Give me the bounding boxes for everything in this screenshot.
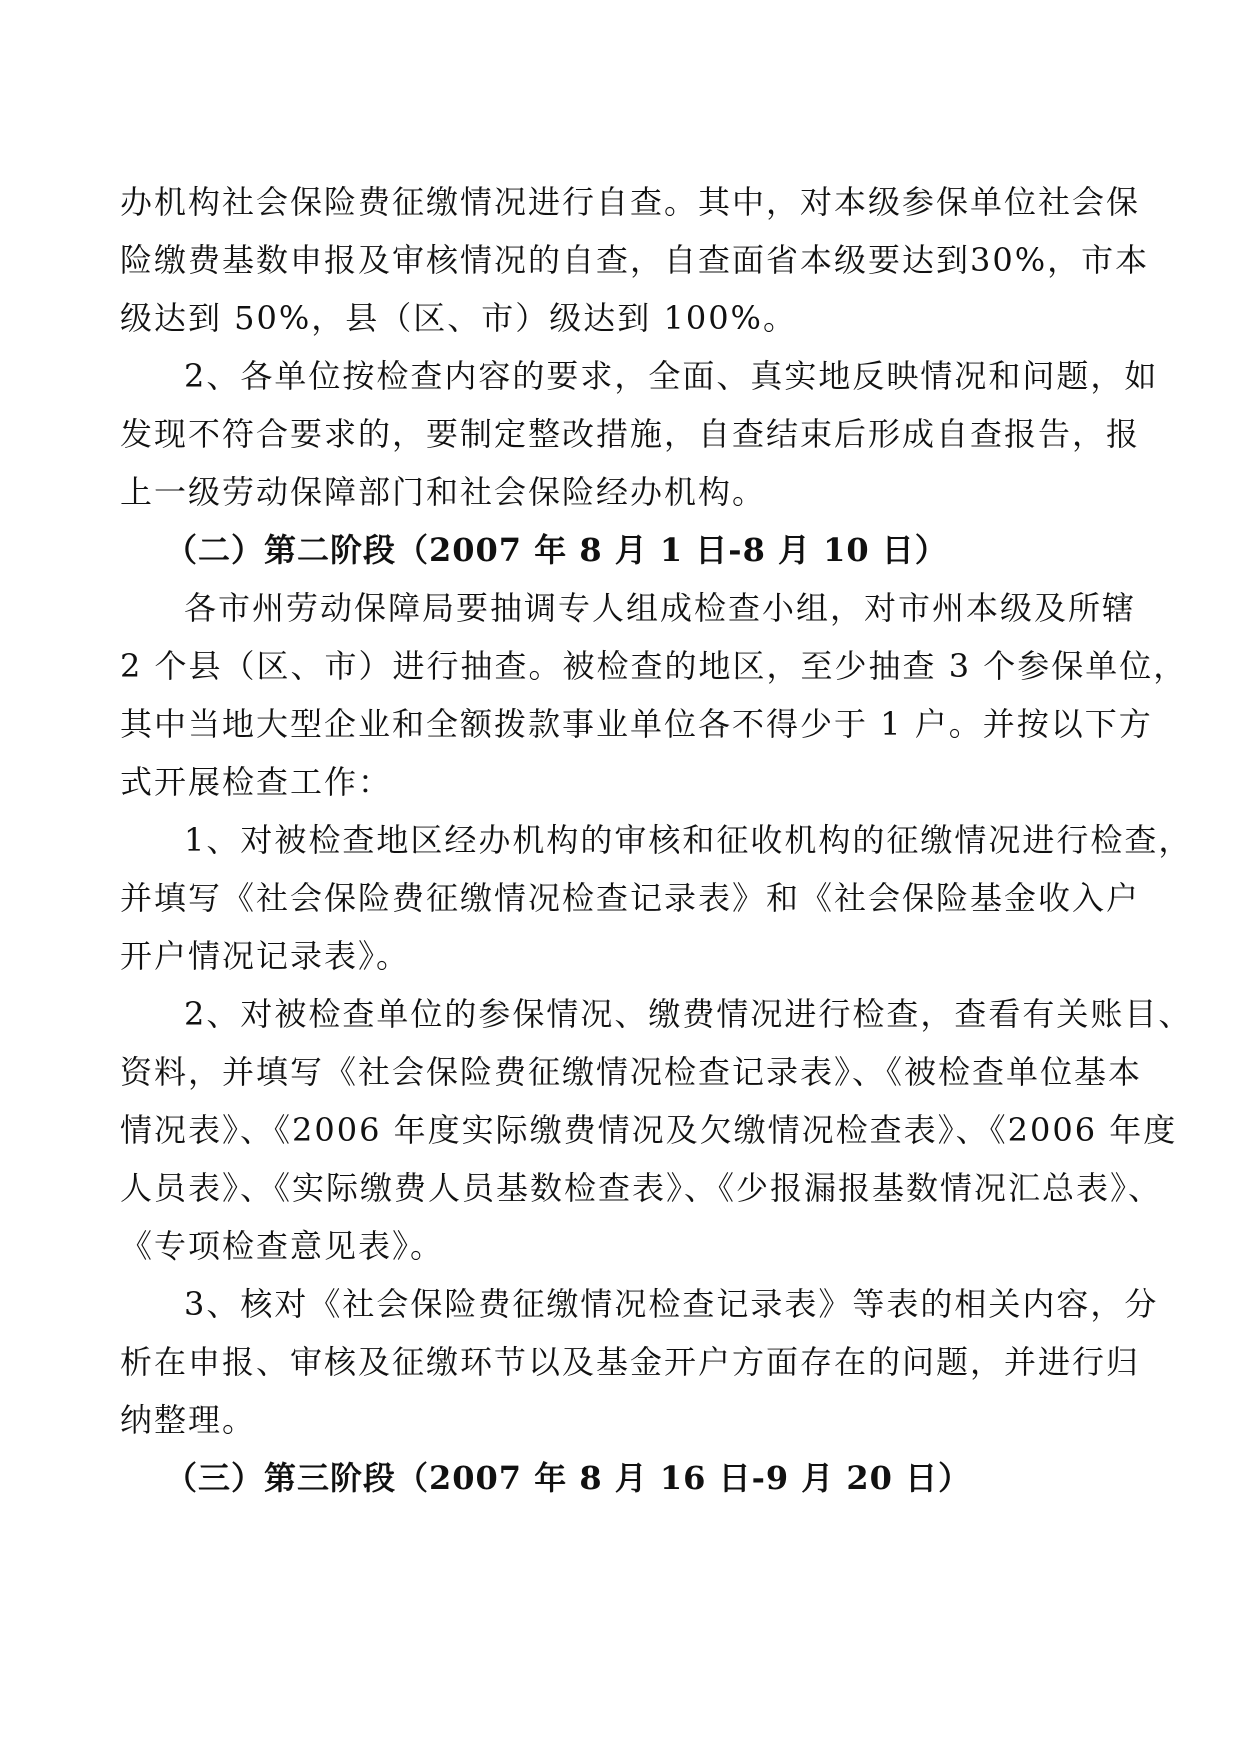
text-line: 式开展检查工作： — [120, 763, 393, 801]
text-line: 险缴费基数申报及审核情况的自查，自查面省本级要达到30%，市本 — [120, 241, 1150, 279]
text-line: 资料，并填写《社会保险费征缴情况检查记录表》、《被检查单位基本 — [120, 1053, 1143, 1091]
text-line: 级达到 50%，县（区、市）级达到 100%。 — [120, 299, 797, 337]
text-line: 1、对被检查地区经办机构的审核和征收机构的征缴情况进行检查， — [184, 821, 1193, 859]
section-heading: （三）第三阶段（2007 年 8 月 16 日-9 月 20 日） — [165, 1459, 972, 1497]
text-line: 《专项检查意见表》。 — [120, 1227, 445, 1265]
section-heading: （二）第二阶段（2007 年 8 月 1 日-8 月 10 日） — [165, 531, 948, 569]
text-line: 并填写《社会保险费征缴情况检查记录表》和《社会保险基金收入户 — [120, 879, 1141, 917]
text-line: 开户情况记录表》。 — [120, 937, 411, 975]
text-line: 人员表》、《实际缴费人员基数检查表》、《少报漏报基数情况汇总表》、 — [120, 1169, 1163, 1207]
text-line: 办机构社会保险费征缴情况进行自查。其中，对本级参保单位社会保 — [120, 183, 1141, 221]
text-line: 2、对被检查单位的参保情况、缴费情况进行检查，查看有关账目、 — [184, 995, 1193, 1033]
text-line: 情况表》、《2006 年度实际缴费情况及欠缴情况检查表》、《2006 年度 — [120, 1111, 1178, 1149]
text-line: 3、核对《社会保险费征缴情况检查记录表》等表的相关内容，分 — [184, 1285, 1159, 1323]
text-line: 析在申报、审核及征缴环节以及基金开户方面存在的问题，并进行归 — [120, 1343, 1141, 1381]
text-line: 其中当地大型企业和全额拨款事业单位各不得少于 1 户。并按以下方 — [120, 705, 1153, 743]
text-line: 2、各单位按检查内容的要求，全面、真实地反映情况和问题，如 — [184, 357, 1159, 395]
text-line: 纳整理。 — [120, 1401, 257, 1439]
text-line: 上一级劳动保障部门和社会保险经办机构。 — [120, 473, 767, 511]
text-line: 2 个县（区、市）进行抽查。被检查的地区，至少抽查 3 个参保单位， — [120, 647, 1188, 685]
text-line: 各市州劳动保障局要抽调专人组成检查小组，对市州本级及所辖 — [184, 589, 1137, 627]
text-line: 发现不符合要求的，要制定整改措施，自查结束后形成自查报告，报 — [120, 415, 1141, 453]
